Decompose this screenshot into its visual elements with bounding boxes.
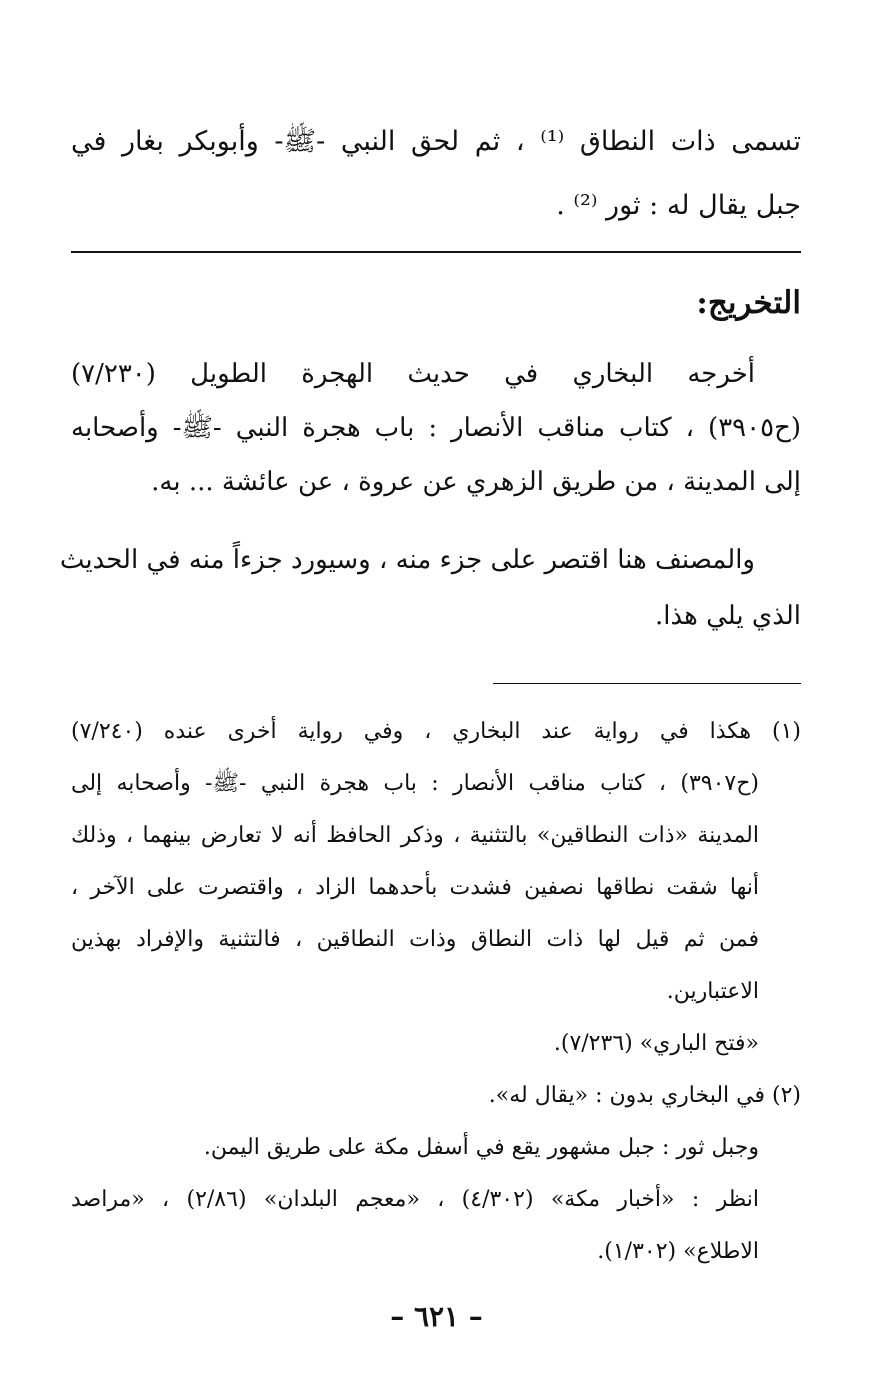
section-divider [71,251,801,253]
footnote-source: «فتح الباري» (٧/٢٣٦). [553,1031,759,1056]
main-text-continuation [71,110,801,238]
paragraph-line: إلى المدينة ، من طريق الزهري عن عروة ، عن عائشة ... به. [151,467,801,497]
footnote-line: الاعتبارين. [666,979,759,1004]
footnote-line: فمن ثم قيل لها ذات النطاق وذات النطاقين ، فالتثنية والإفراد بهذين [71,927,759,952]
footnote-2 [71,1070,801,1278]
footnote-line: (ح٣٩٠٧) ، كتاب مناقب الأنصار : باب هجرة النبي -ﷺ- وأصحابه إلى [71,771,759,796]
takhrij-paragraph-1 [71,347,801,509]
takhrij-heading: التخريج: [696,285,801,321]
footnote-1 [71,706,801,1070]
paragraph-line: (ح٣٩٠٥) ، كتاب مناقب الأنصار : باب هجرة النبي -ﷺ- وأصحابه [71,413,801,443]
paragraph-line: والمصنف هنا اقتصر على جزء منه ، وسيورد جزءاً منه في الحديث [59,545,755,575]
footnote-line: انظر : «أخبار مكة» (٤/٣٠٢) ، «معجم البلدان» (٢/٨٦) ، «مراصد [71,1187,759,1212]
main-text-line: جبل يقال له : ثور ⁽²⁾ . [556,190,801,221]
footnote-line: أنها شقت نطاقها نصفين فشدت بأحدهما الزاد ، واقتصرت على الآخر ، [71,875,759,900]
footnote-line: (٢) في البخاري بدون : «يقال له». [488,1083,801,1108]
paragraph-line: الذي يلي هذا. [654,601,801,631]
footnote-line: الاطلاع» (١/٣٠٢). [597,1239,759,1264]
takhrij-paragraph-2 [59,532,801,644]
main-text-line: تسمى ذات النطاق ⁽¹⁾ ، ثم لحق النبي -ﷺ- وأبوبكر بغار في [71,126,801,157]
footnote-separator [493,683,801,684]
footnote-line: وجبل ثور : جبل مشهور يقع في أسفل مكة على طريق اليمن. [203,1135,759,1160]
paragraph-line: أخرجه البخاري في حديث الهجرة الطويل (٧/٢٣٠) [71,359,755,389]
footnote-line: المدينة «ذات النطاقين» بالتثنية ، وذكر الحافظ أنه لا تعارض بينهما ، وذلك [71,823,759,848]
footnote-line: (١) هكذا في رواية عند البخاري ، وفي رواية أخرى عنده (٧/٢٤٠) [71,719,801,744]
page-number: – ٦٢١ – [390,1300,483,1333]
